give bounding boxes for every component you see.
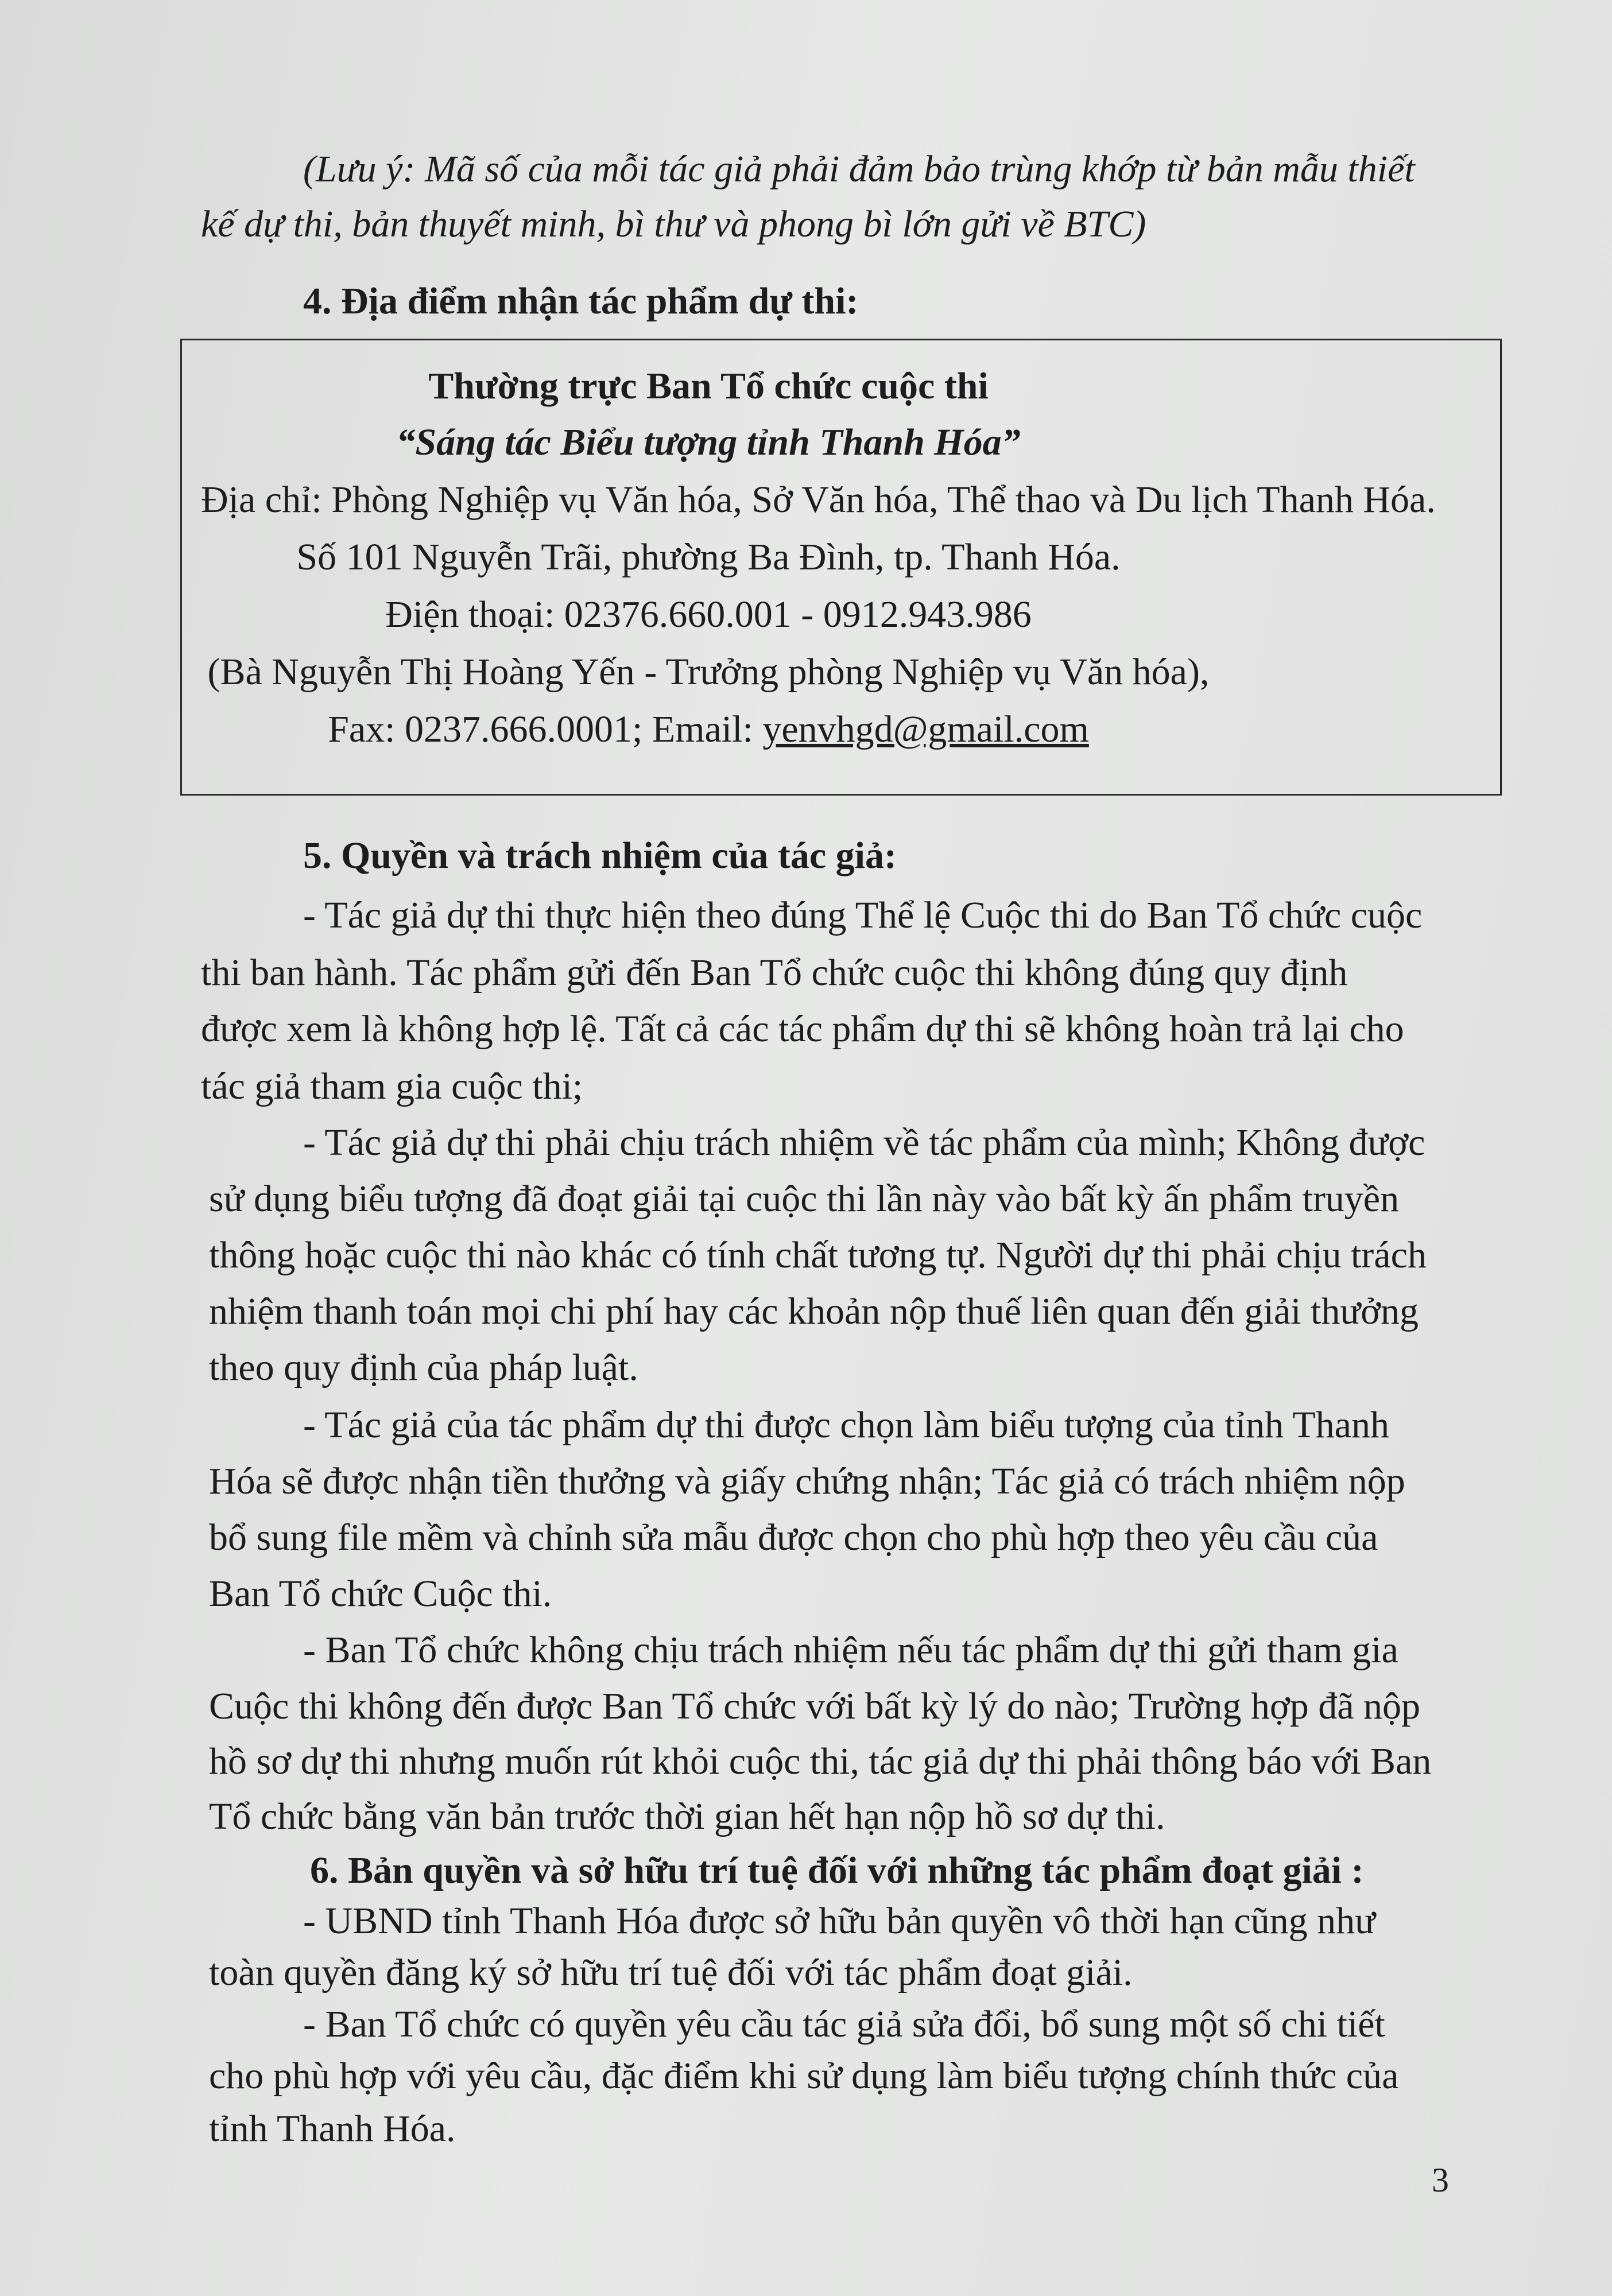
fax-label: Fax: 0237.666.0001; Email: — [328, 708, 763, 750]
section-6-heading: 6. Bản quyền và sở hữu trí tuệ đối với những tác phẩm đoạt giải : — [310, 1849, 1364, 1891]
paragraph-line: - Tác giả dự thi thực hiện theo đúng Thể lệ Cuộc thi do Ban Tổ chức cuộc — [303, 894, 1423, 936]
paragraph-line: sử dụng biểu tượng đã đoạt giải tại cuộc thi lần này vào bất kỳ ấn phẩm truyền — [209, 1178, 1400, 1220]
paragraph-line: - Ban Tổ chức không chịu trách nhiệm nếu tác phẩm dự thi gửi tham gia — [303, 1629, 1398, 1671]
section-4-heading: 4. Địa điểm nhận tác phẩm dự thi: — [303, 280, 859, 322]
paragraph-line: - Tác giả dự thi phải chịu trách nhiệm về tác phẩm của mình; Không được — [303, 1122, 1425, 1163]
paragraph-line: cho phù hợp với yêu cầu, đặc điểm khi sử dụng làm biểu tượng chính thức của — [209, 2055, 1399, 2097]
paragraph-line: bổ sung file mềm và chỉnh sửa mẫu được chọn cho phù hợp theo yêu cầu của — [209, 1517, 1378, 1558]
fax-email-line — [0, 708, 1514, 750]
paragraph-line: tác giả tham gia cuộc thi; — [201, 1065, 583, 1107]
paragraph-line: thi ban hành. Tác phẩm gửi đến Ban Tổ chức cuộc thi không đúng quy định — [201, 952, 1348, 994]
paragraph-line: được xem là không hợp lệ. Tất cả các tác phẩm dự thi sẽ không hoàn trả lại cho — [201, 1008, 1404, 1050]
paragraph-line: Ban Tổ chức Cuộc thi. — [209, 1573, 552, 1615]
contact-person-line: (Bà Nguyễn Thị Hoàng Yến - Trưởng phòng Nghiệp vụ Văn hóa), — [207, 651, 1210, 693]
paragraph-line: Tổ chức bằng văn bản trước thời gian hết hạn nộp hồ sơ dự thi. — [209, 1795, 1165, 1837]
note-line-2: kế dự thi, bản thuyết minh, bì thư và phong bì lớn gửi về BTC) — [201, 203, 1146, 245]
page-number: 3 — [1432, 2161, 1449, 2199]
paragraph-line: hồ sơ dự thi nhưng muốn rút khỏi cuộc thi, tác giả dự thi phải thông báo với Ban — [209, 1740, 1432, 1782]
address-line: Địa chỉ: Phòng Nghiệp vụ Văn hóa, Sở Văn hóa, Thể thao và Du lịch Thanh Hóa. — [201, 479, 1436, 521]
paragraph-line: Cuộc thi không đến được Ban Tổ chức với bất kỳ lý do nào; Trường hợp đã nộp — [209, 1685, 1421, 1727]
note-line-1: (Lưu ý: Mã số của mỗi tác giả phải đảm bảo trùng khớp từ bản mẫu thiết — [303, 148, 1415, 190]
paragraph-line: tỉnh Thanh Hóa. — [209, 2108, 456, 2150]
paragraph-line: thông hoặc cuộc thi nào khác có tính chất tương tự. Người dự thi phải chịu trách — [209, 1234, 1427, 1276]
paragraph-line: - UBND tỉnh Thanh Hóa được sở hữu bản quyền vô thời hạn cũng như — [303, 1900, 1375, 1942]
paragraph-line: Hóa sẽ được nhận tiền thưởng và giấy chứng nhận; Tác giả có trách nhiệm nộp — [209, 1460, 1405, 1502]
paragraph-line: theo quy định của pháp luật. — [209, 1347, 638, 1389]
street-line: Số 101 Nguyễn Trãi, phường Ba Đình, tp. Thanh Hóa. — [296, 536, 1121, 578]
paragraph-line: - Tác giả của tác phẩm dự thi được chọn làm biểu tượng của tỉnh Thanh — [303, 1404, 1389, 1446]
paragraph-line: - Ban Tổ chức có quyền yêu cầu tác giả sửa đổi, bổ sung một số chi tiết — [303, 2003, 1385, 2045]
paragraph-line: toàn quyền đăng ký sở hữu trí tuệ đối với tác phẩm đoạt giải. — [209, 1952, 1133, 1994]
phone-line: Điện thoại: 02376.660.001 - 0912.943.986 — [385, 594, 1032, 635]
organizer-title: Thường trực Ban Tổ chức cuộc thi — [428, 365, 989, 407]
paragraph-line: nhiệm thanh toán mọi chi phí hay các khoản nộp thuế liên quan đến giải thưởng — [209, 1290, 1419, 1332]
section-5-heading: 5. Quyền và trách nhiệm của tác giả: — [303, 835, 897, 876]
contest-name: “Sáng tác Biểu tượng tỉnh Thanh Hóa” — [396, 421, 1021, 463]
email-link[interactable]: yenvhgd@gmail.com — [762, 708, 1089, 750]
